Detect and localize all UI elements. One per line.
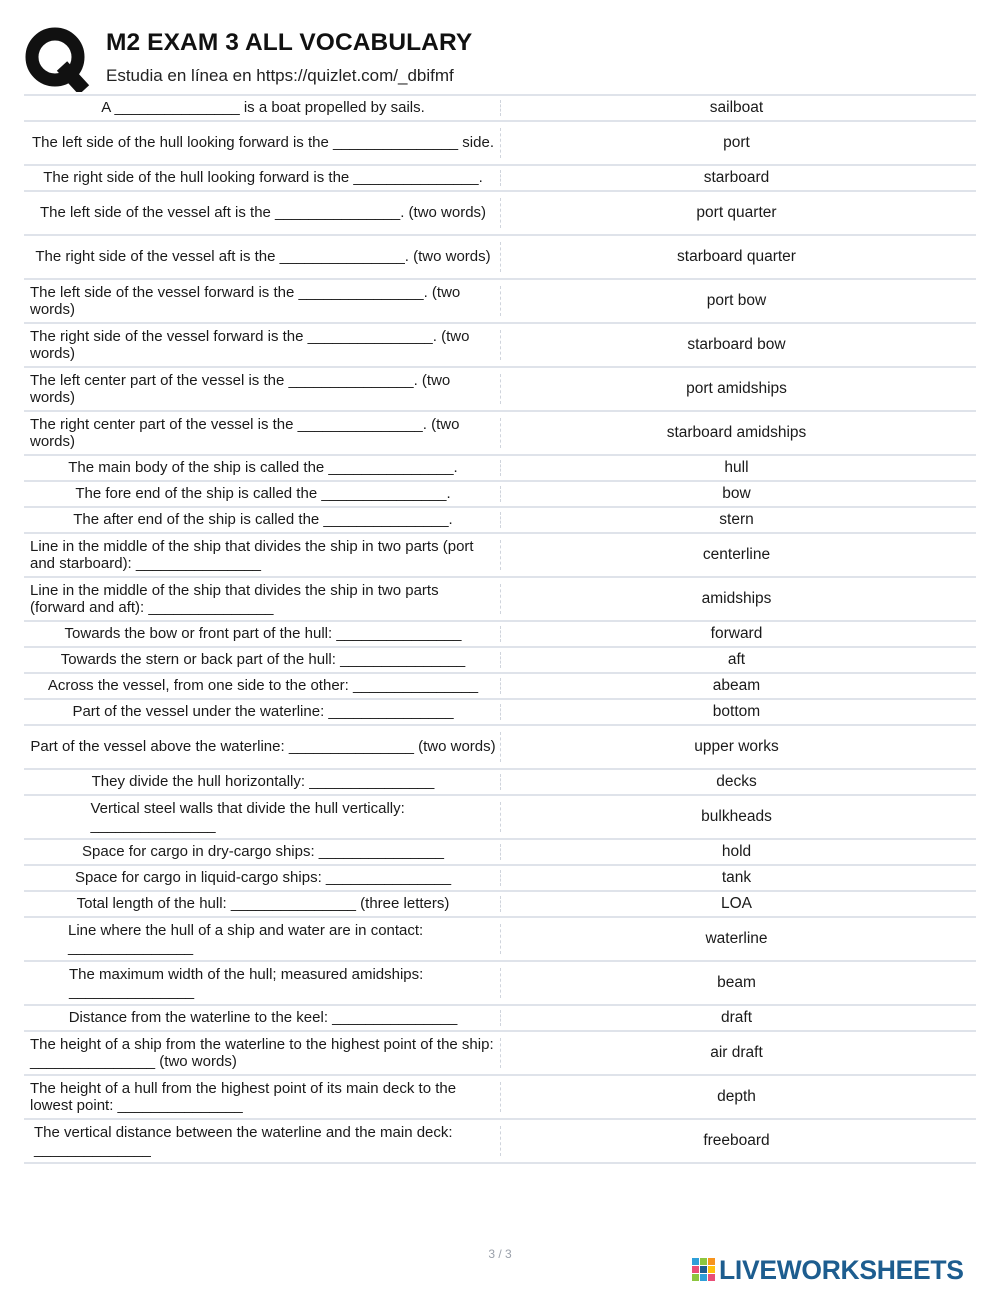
- question-cell: Part of the vessel above the waterline: _______________ (two words): [30, 738, 496, 756]
- answer-cell: bottom: [712, 703, 761, 720]
- answer-cell: depth: [717, 1088, 756, 1105]
- question-cell: The left side of the hull looking forward is the _______________ side.: [32, 134, 494, 152]
- answer-cell: tank: [721, 869, 752, 886]
- answer-cell: starboard bow: [687, 336, 786, 353]
- question-cell: Space for cargo in liquid-cargo ships: _______________: [74, 869, 452, 887]
- table-row: [24, 648, 976, 674]
- answer-cell: stern: [719, 511, 754, 528]
- table-row: [24, 840, 976, 866]
- question-cell: Distance from the waterline to the keel: _______________: [68, 1009, 458, 1027]
- liveworksheets-wordmark: LIVEWORKSHEETS: [719, 1255, 964, 1285]
- answer-cell: air draft: [710, 1044, 763, 1061]
- table-row: [24, 192, 976, 236]
- answer-cell: port bow: [706, 292, 767, 309]
- answer-cell: hold: [721, 843, 752, 860]
- question-cell: The left side of the vessel aft is the _______________. (two words): [39, 204, 487, 222]
- question-cell: Line where the hull of a ship and water are in contact: _______________: [68, 921, 424, 956]
- table-row: [24, 1120, 976, 1164]
- table-row: [24, 796, 976, 840]
- answer-cell: waterline: [705, 930, 768, 947]
- table-row: [24, 962, 976, 1006]
- question-cell: Total length of the hull: _______________ (three letters): [76, 895, 450, 913]
- question-cell: Line in the middle of the ship that divides the ship in two parts (forward and aft): _______________: [30, 581, 439, 616]
- table-row: [24, 578, 976, 622]
- table-row: [24, 324, 976, 368]
- document-header: [24, 24, 984, 90]
- table-row: [24, 166, 976, 192]
- table-row: [24, 96, 976, 122]
- question-cell: The left side of the vessel forward is the _______________. (two words): [30, 283, 461, 318]
- vocabulary-table: [24, 94, 976, 1164]
- question-cell: Space for cargo in dry-cargo ships: _______________: [82, 843, 444, 861]
- question-cell: The right side of the vessel forward is the _______________. (two words): [30, 327, 470, 362]
- table-row: [24, 918, 976, 962]
- answer-cell: hull: [724, 459, 749, 476]
- answer-cell: amidships: [701, 590, 772, 607]
- answer-cell: starboard quarter: [677, 248, 796, 265]
- table-row: [24, 1032, 976, 1076]
- question-cell: The right side of the hull looking forward is the _______________.: [43, 169, 483, 187]
- question-cell: Towards the bow or front part of the hull: _______________: [64, 625, 462, 643]
- question-cell: The height of a hull from the highest point of its main deck to the lowest point: _______________: [30, 1079, 457, 1114]
- answer-cell: beam: [717, 974, 756, 991]
- table-row: [24, 674, 976, 700]
- question-cell: The right side of the vessel aft is the _______________. (two words): [35, 248, 491, 266]
- question-cell: Part of the vessel under the waterline: _______________: [72, 703, 454, 721]
- question-cell: The fore end of the ship is called the _______________.: [75, 485, 451, 503]
- answer-cell: forward: [710, 625, 763, 642]
- answer-cell: port quarter: [696, 204, 777, 221]
- table-row: [24, 482, 976, 508]
- table-row: [24, 280, 976, 324]
- answer-cell: starboard: [703, 169, 770, 186]
- liveworksheets-brand: [692, 1255, 988, 1285]
- answer-cell: aft: [727, 651, 746, 668]
- quizlet-q-logo-icon: [24, 26, 90, 92]
- answer-cell: decks: [716, 773, 757, 790]
- table-row: [24, 866, 976, 892]
- question-cell: The height of a ship from the waterline to the highest point of the ship: _______________ (two words): [30, 1035, 494, 1070]
- answer-cell: port amidships: [686, 380, 787, 397]
- question-cell: The vertical distance between the waterline and the main deck: ______________: [34, 1123, 453, 1158]
- table-row: [24, 700, 976, 726]
- page-number: 3 / 3: [488, 1247, 512, 1261]
- question-cell: Across the vessel, from one side to the other: _______________: [47, 677, 479, 695]
- answer-cell: LOA: [720, 895, 752, 912]
- study-online-link-text: Estudia en línea en https://quizlet.com/_dbifmf: [106, 66, 454, 85]
- answer-cell: freeboard: [703, 1132, 770, 1149]
- table-row: [24, 368, 976, 412]
- question-cell: The after end of the ship is called the _______________.: [73, 511, 453, 529]
- question-cell: The main body of the ship is called the _______________.: [68, 459, 458, 477]
- table-row: [24, 412, 976, 456]
- question-cell: Vertical steel walls that divide the hull vertically: _______________: [90, 799, 405, 834]
- answer-cell: port: [723, 134, 750, 151]
- table-row: [24, 622, 976, 648]
- answer-cell: centerline: [702, 546, 771, 563]
- question-cell: Towards the stern or back part of the hull: _______________: [60, 651, 466, 669]
- question-cell: The maximum width of the hull; measured amidships: _______________: [69, 965, 424, 1000]
- table-row: [24, 456, 976, 482]
- answer-cell: abeam: [712, 677, 761, 694]
- answer-cell: bulkheads: [701, 808, 772, 825]
- answer-cell: draft: [720, 1009, 752, 1026]
- page-title: M2 EXAM 3 ALL VOCABULARY: [106, 29, 473, 56]
- table-row: [24, 236, 976, 280]
- table-row: [24, 508, 976, 534]
- answer-cell: starboard amidships: [666, 424, 807, 441]
- table-row: [24, 534, 976, 578]
- answer-cell: upper works: [694, 738, 779, 755]
- answer-cell: bow: [722, 485, 751, 502]
- table-row: [24, 770, 976, 796]
- table-row: [24, 1006, 976, 1032]
- liveworksheets-blocks-icon: [692, 1258, 716, 1282]
- table-row: [24, 122, 976, 166]
- answer-cell: sailboat: [709, 99, 764, 116]
- table-row: [24, 726, 976, 770]
- question-cell: They divide the hull horizontally: _______________: [91, 773, 435, 791]
- question-cell: The left center part of the vessel is the _______________. (two words): [30, 371, 451, 406]
- table-row: [24, 1076, 976, 1120]
- question-cell: The right center part of the vessel is the _______________. (two words): [30, 415, 460, 450]
- table-row: [24, 892, 976, 918]
- question-cell: Line in the middle of the ship that divides the ship in two parts (port and starboard): _______________: [30, 537, 474, 572]
- question-cell: A _______________ is a boat propelled by sails.: [101, 99, 425, 117]
